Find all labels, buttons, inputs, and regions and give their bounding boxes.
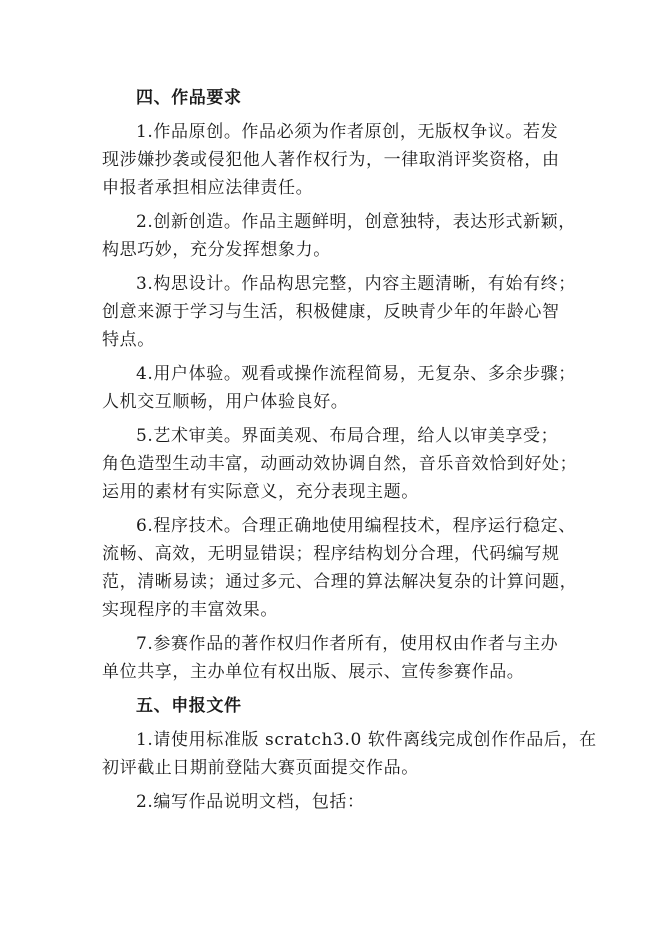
paragraph-line: 初评截止日期前登陆大赛页面提交作品。: [102, 758, 419, 778]
paragraph: [102, 788, 592, 816]
paragraph-line: 6.程序技术。合理正确地使用编程技术，程序运行稳定、: [136, 516, 576, 536]
paragraph-line: 现涉嫌抄袭或侵犯他人著作权行为，一律取消评奖资格，由: [102, 150, 560, 170]
paragraph-line: 3.构思设计。作品构思完整，内容主题清晰，有始有终；: [136, 274, 576, 294]
paragraph: [102, 630, 592, 686]
paragraph-line: 运用的素材有实际意义，充分表现主题。: [102, 482, 419, 502]
paragraph: [102, 270, 592, 354]
paragraph-line: 单位共享，主办单位有权出版、展示、宣传参赛作品。: [102, 662, 525, 682]
paragraph-line: 2.编写作品说明文档，包括：: [136, 792, 365, 812]
paragraph-line: 流畅、高效，无明显错误；程序结构划分合理，代码编写规: [102, 544, 560, 564]
paragraph-line: 1.作品原创。作品必须为作者原创，无版权争议。若发: [136, 122, 559, 142]
paragraph: [102, 512, 592, 624]
paragraph-line: 申报者承担相应法律责任。: [102, 178, 314, 198]
paragraph-line: 4.用户体验。观看或操作流程简易，无复杂、多余步骤；: [136, 364, 576, 384]
paragraph-line: 创意来源于学习与生活，积极健康，反映青少年的年龄心智: [102, 302, 560, 322]
paragraph-line: 实现程序的丰富效果。: [102, 600, 278, 620]
paragraph-line: 2.创新创造。作品主题鲜明，创意独特，表达形式新颖，: [136, 212, 576, 232]
paragraph: [102, 360, 592, 416]
paragraph-line: 人机交互顺畅，用户体验良好。: [102, 392, 349, 412]
paragraph: [102, 118, 592, 202]
paragraph-line: 7.参赛作品的著作权归作者所有，使用权由作者与主办: [136, 634, 559, 654]
paragraph: [102, 726, 597, 782]
section-heading: 五、申报文件: [136, 696, 242, 716]
section-heading: 四、作品要求: [136, 88, 242, 108]
paragraph: [102, 422, 592, 506]
paragraph-line: 5.艺术审美。界面美观、布局合理，给人以审美享受；: [136, 426, 559, 446]
document-body: [102, 84, 597, 816]
paragraph-line: 角色造型生动丰富，动画动效协调自然，音乐音效恰到好处；: [102, 454, 578, 474]
paragraph-line: 构思巧妙，充分发挥想象力。: [102, 240, 331, 260]
paragraph-line: 1.请使用标准版 scratch3.0 软件离线完成创作作品后，在: [136, 730, 597, 750]
paragraph-line: 特点。: [102, 330, 155, 350]
paragraph: [102, 208, 592, 264]
paragraph-line: 范，清晰易读；通过多元、合理的算法解决复杂的计算问题，: [102, 572, 578, 592]
